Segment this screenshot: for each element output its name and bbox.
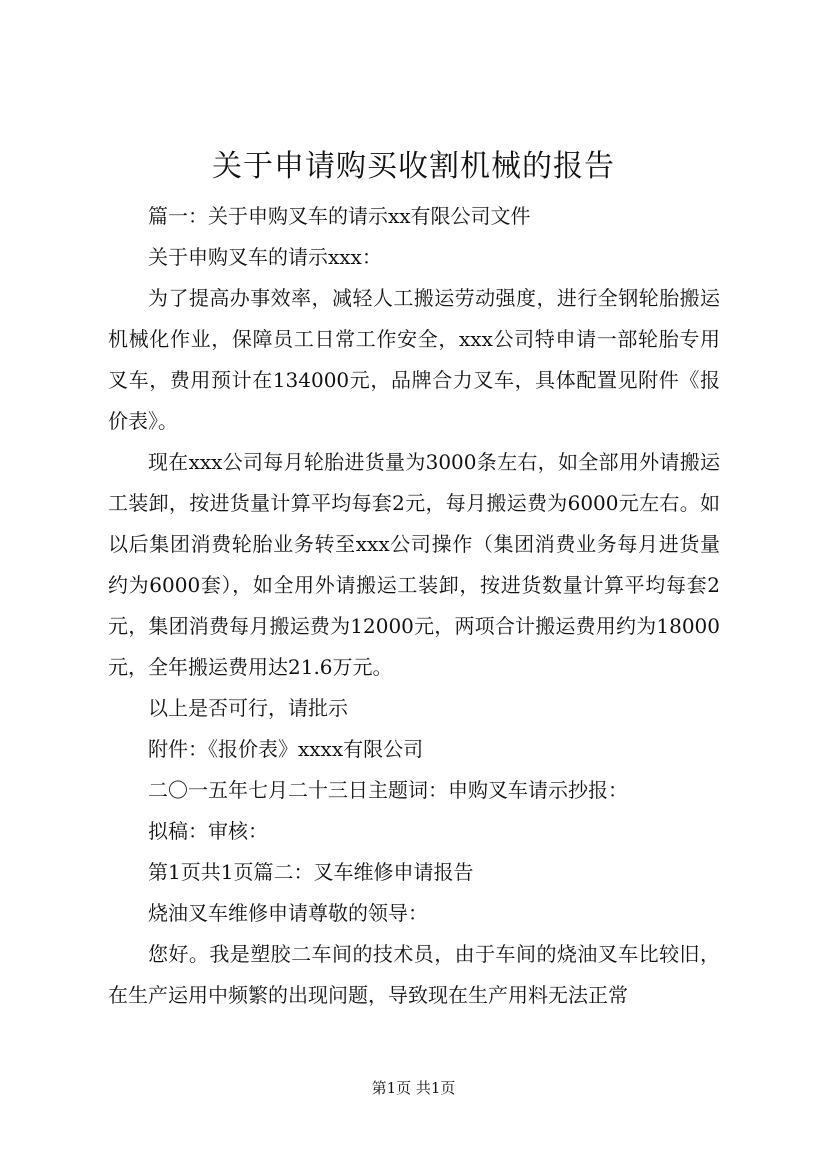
document-title: 关于申请购买收割机械的报告 [212, 149, 615, 184]
paragraph-repair-request-salutation: 烧油叉车维修申请尊敬的领导： [148, 901, 428, 925]
paragraph-attachment: 附件：《报价表》xxxx有限公司 [148, 737, 424, 761]
paragraph-request-purpose: 为了提高办事效率，减轻人工搬运劳动强度，进行全钢轮胎搬运机械化作业，保障员工日常工作安全，xxx公司特申请一部轮胎专用叉车，费用预计在134000元，品牌合力叉车，具体配置见附件《报价表》。 [108, 286, 720, 433]
paragraph-cost-analysis: 现在xxx公司每月轮胎进货量为3000条左右，如全部用外请搬运工装卸，按进货量计算平均每套2元，每月搬运费为6000元左右。如以后集团消费轮胎业务转至xxx公司操作（集团消费业务每月进货量约为6000套），如全用外请搬运工装卸，按进货数量计算平均每套2元，集团消费每月搬运费为12000元，两项合计搬运费用约为18000元，全年搬运费用达21.6万元。 [108, 450, 720, 679]
paragraph-date-keywords: 二〇一五年七月二十三日主题词：申购叉车请示抄报： [148, 778, 628, 802]
paragraph-drafter-reviewer: 拟稿：审核： [148, 819, 268, 843]
page-footer: 第1页 共1页 [371, 1079, 456, 1097]
paragraph-section-two-heading: 第1页共1页篇二：叉车维修申请报告 [148, 860, 474, 884]
paragraph-repair-request-body: 您好。我是塑胶二车间的技术员，由于车间的烧油叉车比较旧，在生产运用中频繁的出现问题，导致现在生产用料无法正常 [108, 942, 720, 1007]
paragraph-section-one-heading: 篇一：关于申购叉车的请示xx有限公司文件 [148, 204, 531, 228]
paragraph-approval-request: 以上是否可行，请批示 [148, 696, 348, 720]
paragraph-request-subject: 关于申购叉车的请示xxx： [148, 245, 382, 269]
document-body [108, 196, 720, 1016]
